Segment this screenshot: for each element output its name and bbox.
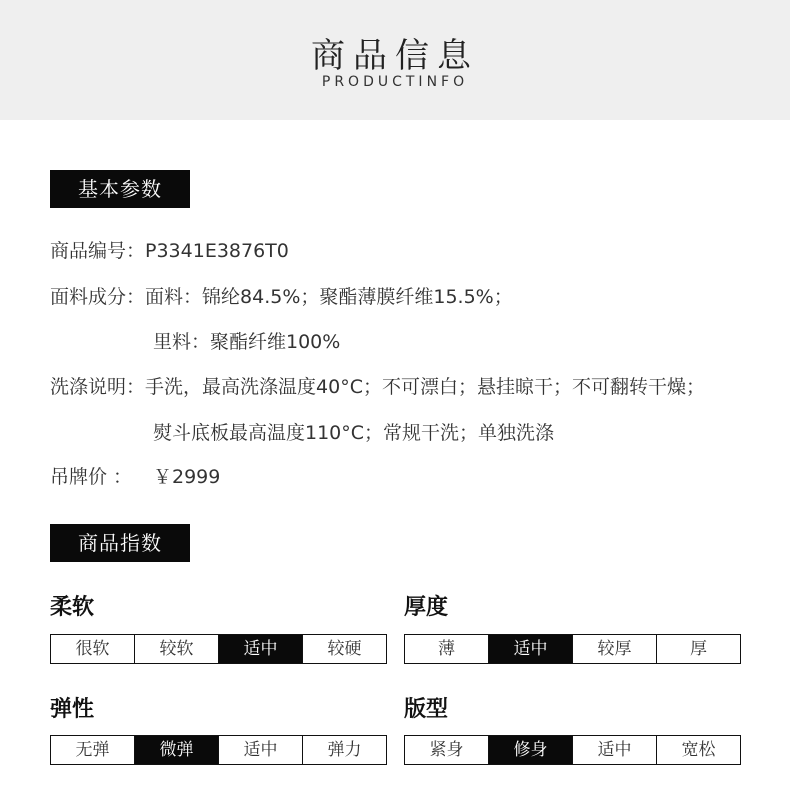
param-key: 面料成分：	[50, 286, 146, 308]
section-label-index: 商品指数	[50, 524, 190, 562]
scale-option: 无弹	[51, 736, 135, 764]
scale-thick	[404, 634, 741, 664]
scale-option: 较软	[135, 635, 219, 663]
index-title-fit: 版型	[404, 697, 449, 722]
scale-option: 修身	[489, 736, 573, 764]
scale-fit	[404, 735, 741, 765]
scale-option: 紧身	[405, 736, 489, 764]
param-row-wash	[50, 372, 705, 399]
param-row-fabric	[50, 282, 513, 309]
param-key: 洗涤说明：	[50, 376, 146, 398]
header-banner	[0, 0, 790, 120]
scale-option: 微弹	[135, 736, 219, 764]
scale-option: 弹力	[303, 736, 386, 764]
param-value: ￥2999	[153, 466, 221, 488]
scale-option: 适中	[219, 736, 303, 764]
param-value: 手洗，最高洗涤温度40°C；不可漂白；悬挂晾干；不可翻转干燥；	[145, 376, 705, 398]
param-value-continued: 里料：聚酯纤维100%	[153, 331, 341, 353]
param-value: P3341E3876T0	[145, 240, 289, 262]
scale-soft	[50, 634, 387, 664]
scale-option: 很软	[51, 635, 135, 663]
param-value: 面料：锦纶84.5%；聚酯薄膜纤维15.5%；	[145, 286, 513, 308]
scale-option: 适中	[219, 635, 303, 663]
index-title-thick: 厚度	[404, 595, 449, 620]
param-value-continued: 熨斗底板最高温度110°C；常规干洗；单独洗涤	[153, 422, 555, 444]
scale-elastic	[50, 735, 387, 765]
scale-option: 厚	[657, 635, 740, 663]
scale-option: 适中	[489, 635, 573, 663]
scale-option: 较硬	[303, 635, 386, 663]
scale-option: 薄	[405, 635, 489, 663]
scale-option: 较厚	[573, 635, 657, 663]
page-title: 商品信息	[311, 36, 479, 76]
section-label-basic: 基本参数	[50, 170, 190, 208]
scale-option: 适中	[573, 736, 657, 764]
param-key: 吊牌价 ：	[50, 466, 133, 488]
page-subtitle: PRODUCTINFO	[321, 74, 469, 90]
scale-option: 宽松	[657, 736, 740, 764]
param-row-price	[50, 462, 220, 489]
param-row-code	[50, 236, 289, 263]
index-title-soft: 柔软	[50, 595, 95, 620]
index-title-elastic: 弹性	[50, 697, 95, 722]
param-key: 商品编号：	[50, 240, 146, 262]
